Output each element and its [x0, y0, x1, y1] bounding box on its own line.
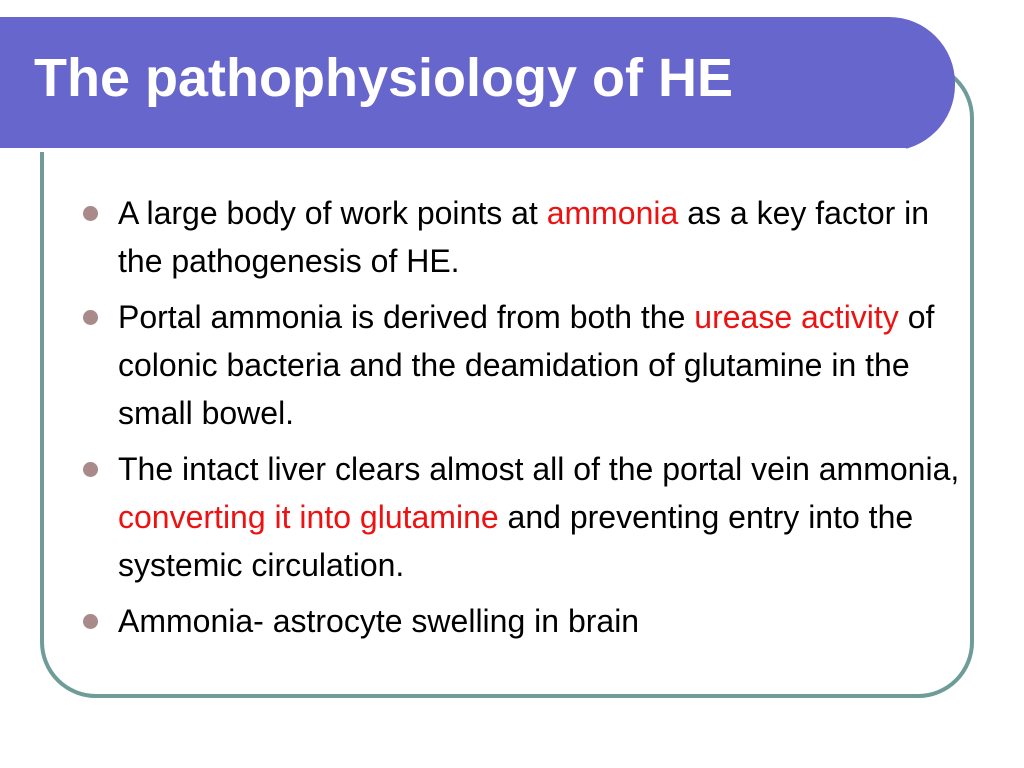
bullet-dot-icon [83, 310, 98, 325]
bullet-text: and preventing entry into the systemic circulation. [118, 499, 914, 583]
bullet-dot-icon [83, 462, 98, 477]
bullet-text: of colonic bacteria and the deamidation of glutamine in the small bowel. [118, 299, 935, 431]
bullet-dot-icon [83, 206, 98, 221]
bullet-item [80, 293, 960, 437]
bullet-highlight: urease activity [694, 299, 899, 335]
bullet-text: as a key factor in the pathogenesis of HE. [118, 195, 930, 279]
bullet-text: Ammonia- astrocyte swelling in brain [118, 603, 640, 639]
slide-title: The pathophysiology of HE [34, 48, 733, 108]
bullet-dot-icon [83, 614, 98, 629]
title-underline [0, 148, 906, 152]
bullet-text: Portal ammonia is derived from both the [118, 299, 695, 335]
bullet-highlight: converting it into glutamine [118, 499, 499, 535]
bullet-text: A large body of work points at [118, 195, 547, 231]
bullet-item [80, 597, 960, 645]
bullet-list [80, 189, 960, 653]
bullet-item [80, 445, 960, 589]
bullet-item [80, 189, 960, 285]
bullet-highlight: ammonia [546, 195, 679, 231]
bullet-text: The intact liver clears almost all of the portal vein ammonia, [118, 451, 960, 487]
